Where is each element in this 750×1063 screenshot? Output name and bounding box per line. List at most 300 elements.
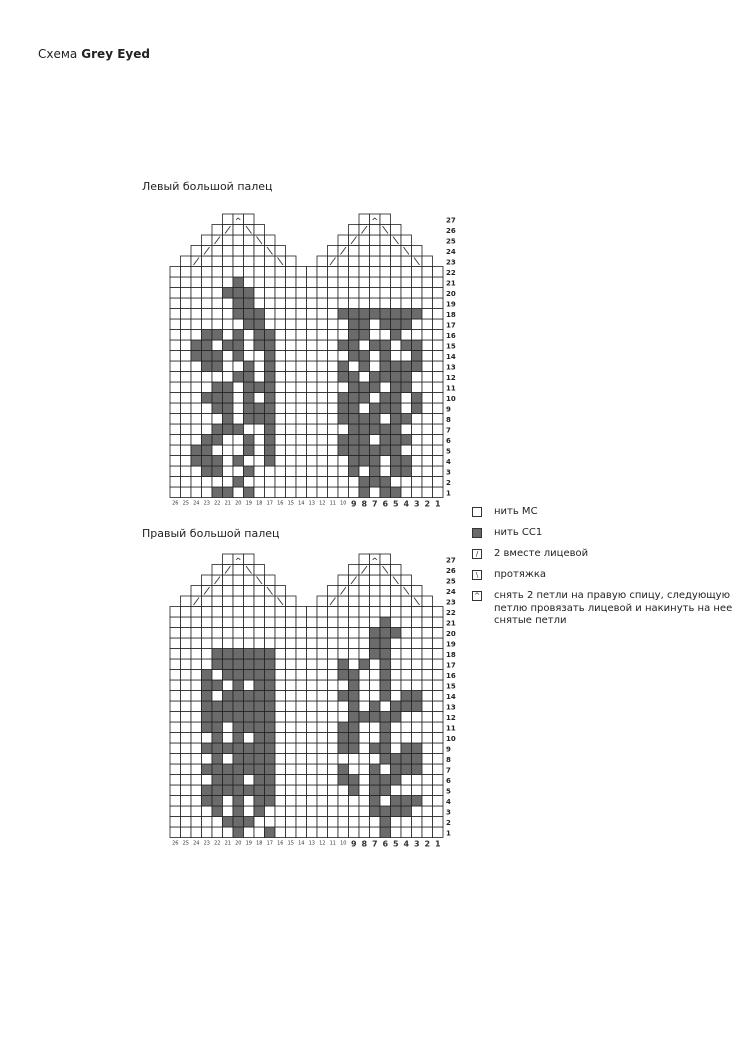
stitch-mc (265, 256, 276, 267)
stitch-mc (233, 565, 244, 576)
stitch-mc (433, 817, 444, 828)
stitch-cc1 (233, 372, 244, 383)
stitch-mc (412, 435, 423, 446)
stitch-cc1 (370, 456, 381, 467)
row-number: 2 (446, 819, 451, 827)
stitch-mc (181, 785, 192, 796)
stitch-mc (370, 827, 381, 838)
stitch-mc (170, 712, 181, 723)
stitch-mc (286, 775, 297, 786)
row-number: 22 (446, 609, 456, 617)
stitch-cc1 (391, 403, 402, 414)
stitch-cc1 (359, 382, 370, 393)
stitch-cc1 (233, 659, 244, 670)
stitch-cc1 (380, 393, 391, 404)
stitch-mc (433, 267, 444, 278)
stitch-cc1 (265, 775, 276, 786)
stitch-mc (286, 649, 297, 660)
stitch-mc (296, 466, 307, 477)
column-number: 4 (403, 499, 410, 508)
stitch-cc1 (254, 319, 265, 330)
stitch-mc (265, 309, 276, 320)
stitch-mc (275, 403, 286, 414)
stitch-mc (370, 288, 381, 299)
stitch-mc (307, 607, 318, 618)
stitch-mc (286, 806, 297, 817)
stitch-mc (307, 691, 318, 702)
stitch-mc (202, 288, 213, 299)
stitch-cc1 (391, 361, 402, 372)
stitch-cc1 (244, 393, 255, 404)
stitch-cc1 (223, 393, 234, 404)
stitch-mc (422, 754, 433, 765)
stitch-mc (181, 596, 192, 607)
stitch-cc1 (244, 764, 255, 775)
stitch-mc (181, 435, 192, 446)
stitch-mc (275, 466, 286, 477)
stitch-mc (349, 225, 360, 236)
stitch-mc (254, 246, 265, 257)
stitch-cc1 (401, 361, 412, 372)
stitch-mc (349, 565, 360, 576)
column-number: 1 (434, 839, 441, 848)
stitch-mc (317, 445, 328, 456)
stitch-mc (202, 403, 213, 414)
stitch-cc1 (244, 403, 255, 414)
stitch-mc (296, 733, 307, 744)
stitch-mc (275, 638, 286, 649)
stitch-mc (181, 733, 192, 744)
stitch-mc (244, 733, 255, 744)
stitch-mc (191, 659, 202, 670)
stitch-mc (212, 246, 223, 257)
stitch-cc1 (233, 796, 244, 807)
stitch-mc (233, 617, 244, 628)
stitch-mc (275, 617, 286, 628)
row-number: 25 (446, 237, 456, 246)
row-number: 21 (446, 279, 456, 288)
stitch-mc (223, 277, 234, 288)
stitch-mc (181, 722, 192, 733)
stitch-cc1 (412, 309, 423, 320)
stitch-mc (380, 466, 391, 477)
stitch-mc (380, 796, 391, 807)
row-number: 10 (446, 735, 456, 743)
stitch-cc1 (349, 670, 360, 681)
stitch-cc1 (254, 785, 265, 796)
stitch-mc (422, 722, 433, 733)
row-number: 18 (446, 651, 456, 659)
stitch-mc (265, 466, 276, 477)
stitch-mc (359, 775, 370, 786)
stitch-mc (296, 649, 307, 660)
stitch-mc (286, 817, 297, 828)
stitch-mc (401, 827, 412, 838)
stitch-cc1 (380, 351, 391, 362)
row-number: 13 (446, 703, 456, 712)
stitch-cc1 (391, 393, 402, 404)
stitch-cc1 (254, 403, 265, 414)
stitch-mc (170, 351, 181, 362)
stitch-mc (349, 361, 360, 372)
stitch-mc (370, 722, 381, 733)
stitch-mc (181, 638, 192, 649)
stitch-mc (202, 596, 213, 607)
stitch-mc (191, 298, 202, 309)
stitch-cc1 (391, 445, 402, 456)
stitch-mc (170, 466, 181, 477)
stitch-mc (317, 361, 328, 372)
stitch-cc1 (254, 382, 265, 393)
stitch-cc1 (391, 309, 402, 320)
stitch-mc (275, 361, 286, 372)
stitch-mc (359, 246, 370, 257)
stitch-cc1 (202, 361, 213, 372)
stitch-mc (317, 298, 328, 309)
stitch-mc (328, 456, 339, 467)
column-number: 26 (172, 840, 179, 847)
stitch-mc (286, 712, 297, 723)
stitch-mc (296, 722, 307, 733)
stitch-mc (422, 372, 433, 383)
stitch-mc (191, 267, 202, 278)
stitch-mc (433, 277, 444, 288)
stitch-mc (275, 712, 286, 723)
stitch-mc (359, 403, 370, 414)
stitch-cc1 (370, 764, 381, 775)
stitch-cc1 (401, 340, 412, 351)
stitch-cc1 (202, 445, 213, 456)
stitch-mc (338, 466, 349, 477)
column-number: 10 (340, 500, 347, 507)
stitch-mc (391, 733, 402, 744)
stitch-mc (317, 277, 328, 288)
stitch-mc (328, 372, 339, 383)
stitch-mc (296, 638, 307, 649)
stitch-mc (212, 691, 223, 702)
stitch-mc (181, 456, 192, 467)
stitch-mc (275, 277, 286, 288)
stitch-mc (275, 319, 286, 330)
stitch-mc (349, 796, 360, 807)
stitch-mc (380, 214, 391, 225)
stitch-cc1 (380, 806, 391, 817)
stitch-mc (349, 638, 360, 649)
stitch-mc (401, 575, 412, 586)
stitch-mc (202, 628, 213, 639)
stitch-mc (338, 638, 349, 649)
stitch-cc1 (212, 435, 223, 446)
stitch-mc (296, 393, 307, 404)
stitch-cc1 (233, 309, 244, 320)
stitch-mc (181, 288, 192, 299)
stitch-mc (412, 785, 423, 796)
stitch-mc (254, 267, 265, 278)
stitch-cc1 (212, 649, 223, 660)
stitch-mc (307, 466, 318, 477)
stitch-mc (244, 628, 255, 639)
stitch-mc (317, 764, 328, 775)
stitch-mc (359, 267, 370, 278)
stitch-mc (275, 806, 286, 817)
stitch-cc1 (349, 701, 360, 712)
stitch-mc (286, 680, 297, 691)
stitch-mc (307, 733, 318, 744)
stitch-mc (286, 691, 297, 702)
stitch-mc (202, 659, 213, 670)
stitch-mc (223, 617, 234, 628)
stitch-mc (328, 754, 339, 765)
row-number: 9 (446, 745, 451, 754)
stitch-mc (391, 288, 402, 299)
stitch-mc (275, 246, 286, 257)
stitch-mc (412, 586, 423, 597)
stitch-mc (422, 638, 433, 649)
stitch-mc (275, 414, 286, 425)
stitch-mc (191, 733, 202, 744)
stitch-mc (370, 330, 381, 341)
stitch-cc1 (380, 403, 391, 414)
column-number: 7 (371, 839, 378, 848)
stitch-mc (422, 670, 433, 681)
stitch-mc (422, 796, 433, 807)
stitch-cc1 (212, 680, 223, 691)
stitch-mc (391, 680, 402, 691)
stitch-mc (296, 361, 307, 372)
stitch-mc (191, 607, 202, 618)
stitch-mc (223, 628, 234, 639)
stitch-mc (202, 298, 213, 309)
column-number: 20 (235, 840, 242, 847)
stitch-mc (349, 277, 360, 288)
stitch-mc (181, 403, 192, 414)
stitch-mc (191, 712, 202, 723)
stitch-mc (338, 298, 349, 309)
stitch-mc (191, 319, 202, 330)
stitch-mc (412, 827, 423, 838)
stitch-mc (338, 649, 349, 660)
stitch-mc (370, 670, 381, 681)
stitch-mc (223, 575, 234, 586)
stitch-cc1 (349, 733, 360, 744)
stitch-cc1 (391, 628, 402, 639)
stitch-mc (433, 424, 444, 435)
stitch-mc (317, 796, 328, 807)
stitch-mc (181, 277, 192, 288)
stitch-mc (202, 817, 213, 828)
stitch-cc1 (254, 722, 265, 733)
stitch-cc1 (370, 712, 381, 723)
stitch-mc (181, 649, 192, 660)
stitch-mc (233, 393, 244, 404)
stitch-mc (338, 351, 349, 362)
stitch-mc (391, 246, 402, 257)
column-number: 16 (277, 500, 284, 507)
stitch-mc (317, 701, 328, 712)
stitch-mc (328, 309, 339, 320)
stitch-mc (244, 477, 255, 488)
stitch-mc (212, 670, 223, 681)
stitch-cc1 (338, 733, 349, 744)
column-number: 11 (329, 840, 336, 847)
stitch-mc (265, 277, 276, 288)
stitch-cc1 (202, 456, 213, 467)
stitch-mc (359, 596, 370, 607)
stitch-mc (349, 477, 360, 488)
stitch-mc (370, 817, 381, 828)
stitch-mc (433, 288, 444, 299)
stitch-cc1 (223, 785, 234, 796)
stitch-mc (254, 477, 265, 488)
stitch-mc (433, 435, 444, 446)
stitch-cc1 (254, 414, 265, 425)
stitch-mc (170, 806, 181, 817)
stitch-cc1 (265, 372, 276, 383)
stitch-mc (401, 256, 412, 267)
stitch-cc1 (202, 393, 213, 404)
stitch-mc (328, 680, 339, 691)
stitch-cc1 (244, 309, 255, 320)
stitch-mc (307, 764, 318, 775)
stitch-mc (170, 670, 181, 681)
stitch-mc (422, 764, 433, 775)
stitch-mc (422, 330, 433, 341)
stitch-mc (317, 617, 328, 628)
stitch-mc (370, 659, 381, 670)
stitch-cc1 (370, 414, 381, 425)
stitch-mc (328, 743, 339, 754)
stitch-mc (233, 435, 244, 446)
stitch-mc (412, 382, 423, 393)
stitch-mc (212, 638, 223, 649)
stitch-cc1 (233, 712, 244, 723)
stitch-mc (317, 288, 328, 299)
stitch-mc (422, 733, 433, 744)
row-number: 5 (446, 787, 451, 796)
stitch-mc (296, 298, 307, 309)
stitch-mc (412, 477, 423, 488)
stitch-mc (181, 424, 192, 435)
stitch-cc1 (254, 691, 265, 702)
stitch-mc (338, 607, 349, 618)
stitch-cc1 (349, 340, 360, 351)
stitch-mc (191, 691, 202, 702)
stitch-cc1 (233, 340, 244, 351)
stitch-mc (233, 246, 244, 257)
stitch-mc (317, 309, 328, 320)
stitch-cc1 (359, 659, 370, 670)
stitch-mc (212, 414, 223, 425)
stitch-mc (244, 827, 255, 838)
stitch-mc (265, 596, 276, 607)
stitch-mc (181, 382, 192, 393)
column-number: 21 (224, 500, 231, 507)
stitch-cc1 (265, 393, 276, 404)
stitch-mc (317, 628, 328, 639)
row-number: 19 (446, 300, 456, 309)
stitch-mc (349, 246, 360, 257)
stitch-cc1 (202, 330, 213, 341)
stitch-mc (401, 733, 412, 744)
stitch-cc1 (233, 680, 244, 691)
stitch-cc1 (202, 712, 213, 723)
stitch-mc (433, 319, 444, 330)
stitch-cc1 (265, 351, 276, 362)
stitch-mc (244, 214, 255, 225)
column-number: 2 (424, 499, 431, 508)
stitch-mc (191, 309, 202, 320)
stitch-cc1 (233, 456, 244, 467)
column-number: 10 (340, 840, 347, 847)
stitch-cc1 (349, 309, 360, 320)
stitch-mc (181, 487, 192, 498)
stitch-cc1 (233, 649, 244, 660)
stitch-cc1 (244, 817, 255, 828)
stitch-mc (202, 733, 213, 744)
stitch-mc (433, 340, 444, 351)
stitch-mc (275, 372, 286, 383)
stitch-mc (212, 298, 223, 309)
stitch-mc (412, 319, 423, 330)
stitch-mc (328, 607, 339, 618)
stitch-mc (286, 340, 297, 351)
stitch-mc (422, 403, 433, 414)
stitch-mc (359, 466, 370, 477)
stitch-mc (275, 764, 286, 775)
stitch-cc1 (380, 424, 391, 435)
stitch-mc (244, 680, 255, 691)
stitch-mc (254, 435, 265, 446)
stitch-cc1 (265, 754, 276, 765)
stitch-mc (422, 393, 433, 404)
stitch-mc (223, 309, 234, 320)
stitch-mc (380, 701, 391, 712)
stitch-mc (275, 670, 286, 681)
stitch-mc (307, 743, 318, 754)
stitch-mc (359, 796, 370, 807)
stitch-cc1 (380, 319, 391, 330)
column-number: 24 (193, 840, 200, 847)
stitch-mc (338, 382, 349, 393)
stitch-mc (391, 351, 402, 362)
stitch-mc (412, 607, 423, 618)
stitch-cc1 (349, 319, 360, 330)
stitch-cc1 (391, 764, 402, 775)
stitch-cc1 (401, 456, 412, 467)
stitch-mc (433, 487, 444, 498)
stitch-mc (359, 372, 370, 383)
stitch-cc1 (244, 414, 255, 425)
stitch-mc (370, 586, 381, 597)
stitch-mc (254, 256, 265, 267)
stitch-cc1 (412, 393, 423, 404)
stitch-mc (223, 607, 234, 618)
stitch-mc (370, 361, 381, 372)
stitch-mc (433, 628, 444, 639)
stitch-mc (380, 586, 391, 597)
column-number: 8 (361, 499, 368, 508)
stitch-cc1 (412, 743, 423, 754)
stitch-mc (244, 617, 255, 628)
stitch-mc (170, 267, 181, 278)
stitch-mc (401, 659, 412, 670)
stitch-mc (307, 701, 318, 712)
stitch-mc (233, 586, 244, 597)
stitch-cc1 (349, 445, 360, 456)
stitch-mc (412, 330, 423, 341)
stitch-mc (286, 617, 297, 628)
stitch-cc1 (359, 712, 370, 723)
